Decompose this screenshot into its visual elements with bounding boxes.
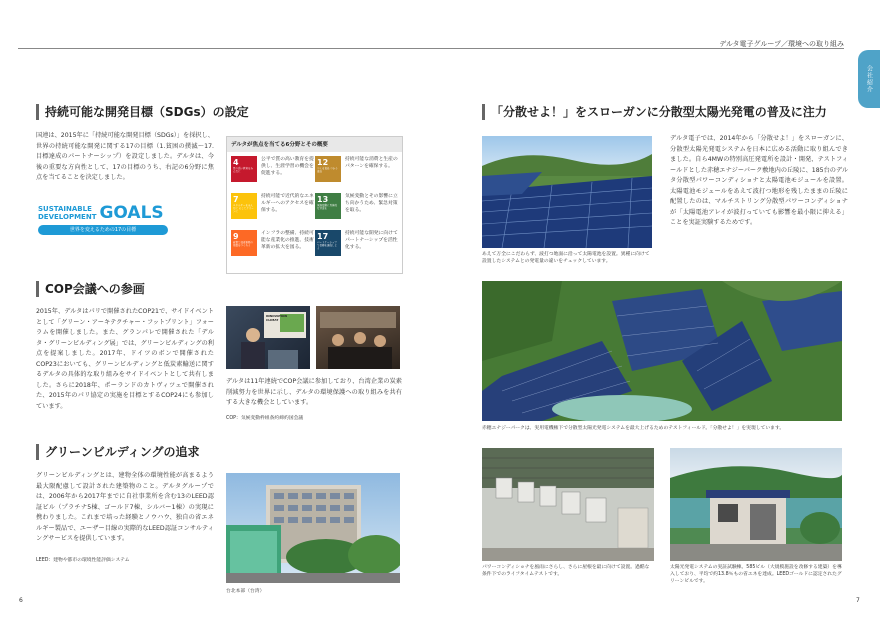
goal-text: 持続可能な開発に向けてパートナーシップを活性化する。 (345, 231, 398, 250)
page-number-right: 7 (856, 597, 860, 604)
cop-photo-2-image (316, 306, 400, 369)
goal-label: エネルギーをみんなに そしてクリーンに (233, 204, 254, 213)
aerial-solar-photo (482, 281, 842, 421)
goal-text: 気候変動とその影響に立ち向かうため、緊急対策を取る。 (345, 194, 398, 213)
cop-photo-1 (226, 306, 310, 369)
title-bar (36, 104, 39, 120)
title-bar (36, 444, 39, 460)
logo-line2: DEVELOPMENT (38, 213, 97, 221)
solar-title-text: 「分散せよ！」をスローガンに分散型太陽光発電の普及に注力 (491, 105, 827, 119)
cop-photo-2 (316, 306, 400, 369)
goal-number: 17 (317, 232, 329, 241)
green-title-text: グリーンビルディングの追求 (45, 445, 200, 459)
logo-sub: 世界を変えるための17の目標 (38, 225, 168, 235)
goal-9-icon (231, 230, 257, 256)
page-number-left: 6 (19, 597, 23, 604)
building-caption: 台北本部（台湾） (226, 589, 265, 594)
goal-13-icon (315, 193, 341, 219)
goal-label: パートナーシップで目標を達成しよう (317, 241, 338, 250)
cop-title-text: COP会議への参画 (45, 282, 145, 296)
sdg-goal-13 (315, 193, 398, 230)
goal-number: 13 (317, 195, 329, 204)
solar-hill-caption: あえて万全にこだわらず、波打つ地面に沿って太陽電池を設置。異種に向けて設置したシステムとの発電量の違いをチェックしています。 (482, 252, 650, 264)
cop-body-right: デルタは11年連続でCOP会議に参加しており、台湾企業の炭素削減努力を世界に示し、デルタの環境保護への取り組みを共有する大きな機会としています。 (226, 378, 402, 406)
sdg-goal-4 (231, 156, 315, 193)
goal-label: 質の高い教育をみんなに (233, 167, 254, 173)
sdgs-section-title (36, 103, 416, 120)
inverter-photo-image (482, 448, 654, 561)
goal-label: 気候変動に具体的な対策を (317, 204, 338, 210)
goal-4-icon (231, 156, 257, 182)
title-bar (482, 104, 485, 120)
header-title: デルタ電子グループ／環境への取り組み (719, 40, 844, 48)
aerial-solar-photo-image (482, 281, 842, 421)
goal-label: 産業と技術革新の基盤をつくろう (233, 241, 254, 247)
sdgs-body: 国連は、2015年に「持続可能な開発目標（SDGs）」を採択し、世界の持続可能な開発に関する17の目標（1.貧困の撲滅～17.目標達成のパートナーシップ）を設定しました。デルタは、今後の重要な方向性として、17の目標のうち、右記の6分野に焦点を当てることを決定しました。 (36, 132, 214, 181)
logo-goals: GOALS (99, 203, 164, 223)
sdg-goal-9 (231, 230, 315, 267)
goal-number: 7 (233, 195, 239, 204)
goal-number: 9 (233, 232, 239, 241)
goal-12-icon (315, 156, 341, 182)
inverter-caption: パワーコンディショナを風雨にさらし、さらに屋根を最に向けて設置。過酷な条件下でのライフタイムテストです。 (482, 565, 650, 577)
green-section-title (36, 443, 416, 460)
test-building-photo (670, 448, 842, 561)
goal-number: 4 (233, 158, 239, 167)
solar-body: デルタ電子では、2014年から「分散せよ！」をスローガンに、分散型太陽光発電システムを日本に広める活動に取り組んできました。自ら4MWの特別高圧発電所を設計・開発、テストフィールドとした赤穂エナジーパーク敷地内の丘陵に、185台のデルタ分散型パワーコンディショナと太陽電池モジュールを設置。太陽電池モジュールをあえて波打つ地形を残したままの丘陵に配置したのは、マルチストリング分散型パワーコンディショナが「太陽電池アレイが波打っていても影響を最小限に抑える」ことを実証実験するためです。 (670, 135, 849, 226)
sdg-goal-7 (231, 193, 315, 230)
goal-number: 12 (317, 158, 329, 167)
section-tab[interactable]: 会社紹介 (858, 50, 880, 108)
test-building-photo-image (670, 448, 842, 561)
green-body: グリーンビルディングとは、建物全体の環境性能が高まるよう最大限配慮して設計された建築物のこと。デルタグループでは、2006年から2017年までに自社事業所を含む13のLEED認証ビル（プラチナ5棟、ゴールド7棟、シルバー1棟）の実現に携わりました。これまで培った経験とノウハウ、独自の省エネルギー製品で、ユーザー目線の実際的なLEED認証コンサルティングサービスを提供しています。 (36, 472, 214, 542)
inverter-photo (482, 448, 654, 561)
goal-text: 公平で質の高い教育を提供し、生涯学習の機会を促進する。 (261, 157, 314, 176)
sdg-box-title: デルタが焦点を当てる6分野とその概要 (227, 137, 402, 152)
title-bar (36, 281, 39, 297)
cop-body: 2015年、デルタはパリで開催されたCOP21で、サイドイベントとして「グリーン・アーキテクチャー・フットプリント」フォーラムを開催しました。また、グランパレで開催された「デルタ・グリーンビルディング展」では、グリーンビルディングの利点を提案しました。2017年、ドイツのボンで開催されたCOP23においても、グリーンビルディングと低炭素輸送に関するデルタの具体的な取り組みをサイドイベントとして共有しました。さらに2018年、ポーランドのカトヴィツェで開催された、2015年のパリ協定の実施を目標とするCOP24にも参加しています。 (36, 308, 214, 410)
aerial-caption: 赤穂エナジーパークは、実用電機権下で分散型太陽光発電システムを最大上げるためのテストフィールド。「分散せよ！」を実現しています。 (482, 426, 785, 431)
solar-hill-photo-image (482, 136, 652, 248)
sdgs-logo (38, 203, 172, 239)
goal-text: 持続可能で近代的なエネルギーへのアクセスを確保する。 (261, 194, 314, 213)
cop-section-title (36, 280, 416, 297)
sdg-goal-12 (315, 156, 398, 193)
goal-text: 持続可能な消費と生産のパターンを確保する。 (345, 157, 398, 169)
cop-caption: COP：気候変動枠組条約締約国会議 (226, 416, 304, 421)
goal-label: つくる責任 つかう責任 (317, 167, 338, 173)
logo-line1: SUSTAINABLE (38, 205, 92, 213)
building-photo (226, 473, 400, 583)
goal-17-icon (315, 230, 341, 256)
test-building-caption: 太陽光発電システムの実証試験棟。585ビル（大規模施設を改修する建築）を導入しており、平均で約13.8％もの省エネを達成。LEEDゴールドに認定されたグリーンビルです。 (670, 565, 842, 584)
header-divider (18, 48, 844, 49)
sdg-focus-box (226, 136, 403, 274)
solar-hill-photo (482, 136, 652, 248)
green-note: LEED：建物や都市の環境性能評価システム (36, 558, 130, 563)
cop-photo-banner: INNOVATION CLIMAT (266, 314, 288, 322)
building-photo-image (226, 473, 400, 583)
sdg-goal-17 (315, 230, 398, 267)
solar-section-title (482, 103, 852, 120)
sdgs-title-text: 持続可能な開発目標（SDGs）の設定 (45, 105, 249, 119)
goal-7-icon (231, 193, 257, 219)
goal-text: インフラの整備、持続可能な産業化の推進、技術革新の拡大を図る。 (261, 231, 314, 250)
